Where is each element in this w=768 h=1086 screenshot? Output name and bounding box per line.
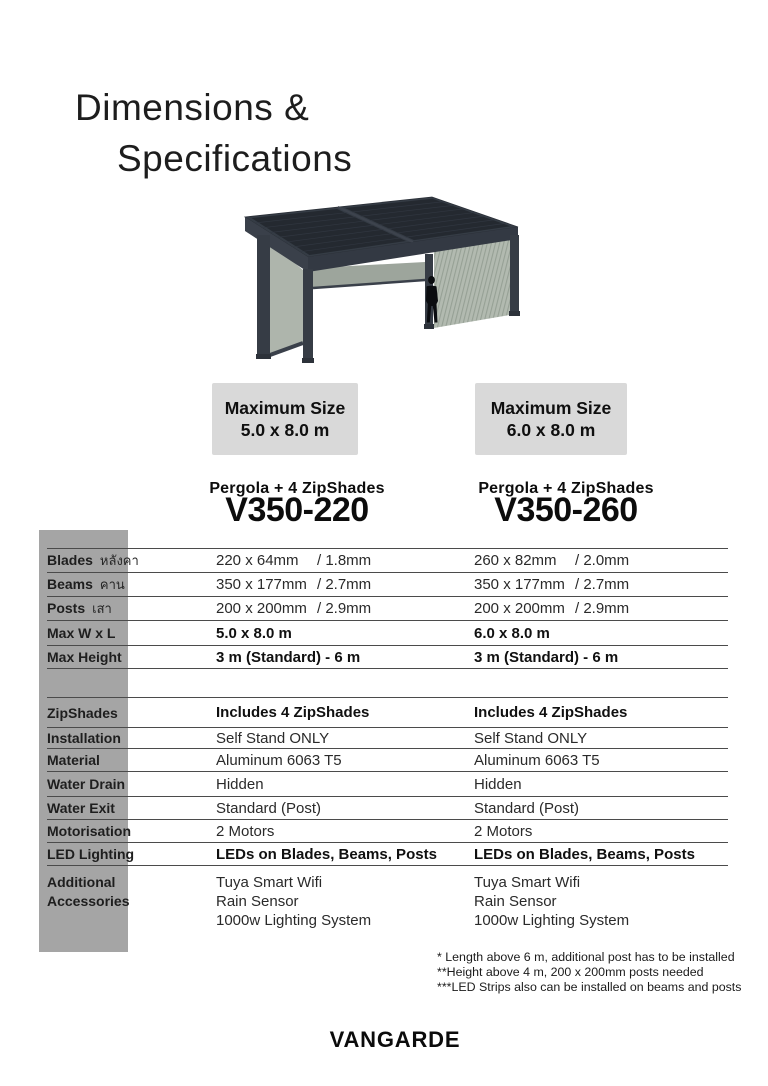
row-value-v350-260: Self Stand ONLY — [474, 729, 588, 747]
footnote-2: **Height above 4 m, 200 x 200mm posts needed — [437, 964, 704, 979]
row-value-v350-220: Standard (Post) — [216, 799, 322, 817]
row-value-v350-260: Tuya Smart Wifi Rain Sensor 1000w Lighting System — [474, 874, 630, 929]
table-row-posts — [47, 596, 728, 620]
product-subtitle: Pergola + 4 ZipShades — [478, 480, 654, 497]
row-value-v350-260: Includes 4 ZipShades — [474, 704, 628, 721]
table-row-blades — [47, 548, 728, 572]
row-label: Posts เสา — [47, 600, 112, 616]
max-size-badge-v350-260 — [475, 383, 627, 455]
table-row-zipshades — [47, 697, 728, 727]
row-value-v350-220: 350 x 177mm / 2.7mm — [216, 576, 372, 593]
row-value-v350-260: LEDs on Blades, Beams, Posts — [474, 845, 695, 863]
row-label: Beams คาน — [47, 576, 125, 592]
row-value-v350-260: 260 x 82mm / 2.0mm — [474, 552, 630, 569]
table-row-beams — [47, 572, 728, 596]
table-row-additional-accessories — [47, 865, 728, 952]
row-value-v350-220: Aluminum 6063 T5 — [216, 751, 342, 769]
footnotes — [437, 950, 741, 994]
row-value-v350-220: 2 Motors — [216, 822, 275, 840]
table-row-max-wxl — [47, 620, 728, 645]
row-value-v350-220: Includes 4 ZipShades — [216, 704, 370, 721]
pergola-3d-render-image — [225, 185, 555, 375]
pergola-illustration — [225, 185, 555, 375]
row-value-v350-220: 220 x 64mm / 1.8mm — [216, 552, 372, 569]
footnote-3: ***LED Strips also can be installed on beams and posts — [437, 979, 742, 994]
page-title-line1: Dimensions & — [75, 87, 310, 128]
brand-logo: VANGARDE — [329, 1027, 461, 1052]
row-value-v350-220: Hidden — [216, 775, 264, 793]
row-value-v350-260: 3 m (Standard) - 6 m — [474, 648, 619, 666]
row-label: Max W x L — [47, 625, 116, 641]
row-label: LED Lighting — [47, 846, 135, 862]
footnote-1: * Length above 6 m, additional post has to be installed — [437, 950, 735, 964]
row-label: Installation — [47, 730, 121, 746]
row-value-v350-220: 200 x 200mm / 2.9mm — [216, 600, 372, 617]
row-label: Water Drain — [47, 776, 126, 792]
row-value-v350-260: Aluminum 6063 T5 — [474, 751, 600, 769]
max-size-badge-v350-220 — [212, 383, 358, 455]
page-title — [75, 82, 352, 184]
product-header-v350-260 — [468, 480, 664, 529]
table-row-material — [47, 748, 728, 771]
row-value-v350-260: 350 x 177mm / 2.7mm — [474, 576, 630, 593]
badge-size: 5.0 x 8.0 m — [240, 420, 330, 440]
table-row-led-lighting — [47, 842, 728, 865]
table-row-installation — [47, 727, 728, 748]
badge-title: Maximum Size — [224, 398, 346, 418]
row-label-thai: คาน — [99, 577, 125, 592]
row-label-thai: เสา — [92, 601, 112, 616]
row-value-v350-260: Hidden — [474, 775, 522, 793]
row-value-v350-220: 3 m (Standard) - 6 m — [216, 648, 361, 666]
row-label: Water Exit — [47, 800, 115, 816]
row-label-thai: หลังคา — [99, 553, 139, 568]
row-value-v350-220: Self Stand ONLY — [216, 729, 330, 747]
table-row-motorisation — [47, 819, 728, 842]
product-model: V350-260 — [494, 491, 638, 529]
row-value-v350-260: 200 x 200mm / 2.9mm — [474, 600, 630, 617]
product-subtitle: Pergola + 4 ZipShades — [209, 480, 385, 497]
row-label: Blades หลังคา — [47, 552, 139, 568]
row-value-v350-220: 5.0 x 8.0 m — [216, 624, 292, 642]
table-row-max-height — [47, 645, 728, 668]
row-value-v350-220: Tuya Smart Wifi Rain Sensor 1000w Lighting System — [216, 874, 372, 929]
row-label: ZipShades — [47, 704, 118, 721]
row-value-v350-260: Standard (Post) — [474, 799, 580, 817]
product-model: V350-220 — [225, 491, 369, 529]
badge-size: 6.0 x 8.0 m — [506, 420, 596, 440]
row-value-v350-220: LEDs on Blades, Beams, Posts — [216, 845, 437, 863]
row-value-v350-260: 6.0 x 8.0 m — [474, 624, 550, 642]
page-title-line2: Specifications — [117, 138, 353, 179]
row-label: Motorisation — [47, 823, 131, 839]
table-divider — [47, 668, 728, 669]
row-label: Additional Accessories — [47, 874, 130, 909]
row-value-v350-260: 2 Motors — [474, 822, 533, 840]
table-row-water-exit — [47, 796, 728, 819]
table-row-water-drain — [47, 771, 728, 796]
row-label: Material — [47, 752, 100, 768]
badge-title: Maximum Size — [490, 398, 612, 418]
row-label: Max Height — [47, 649, 122, 665]
product-header-v350-220 — [203, 480, 391, 529]
